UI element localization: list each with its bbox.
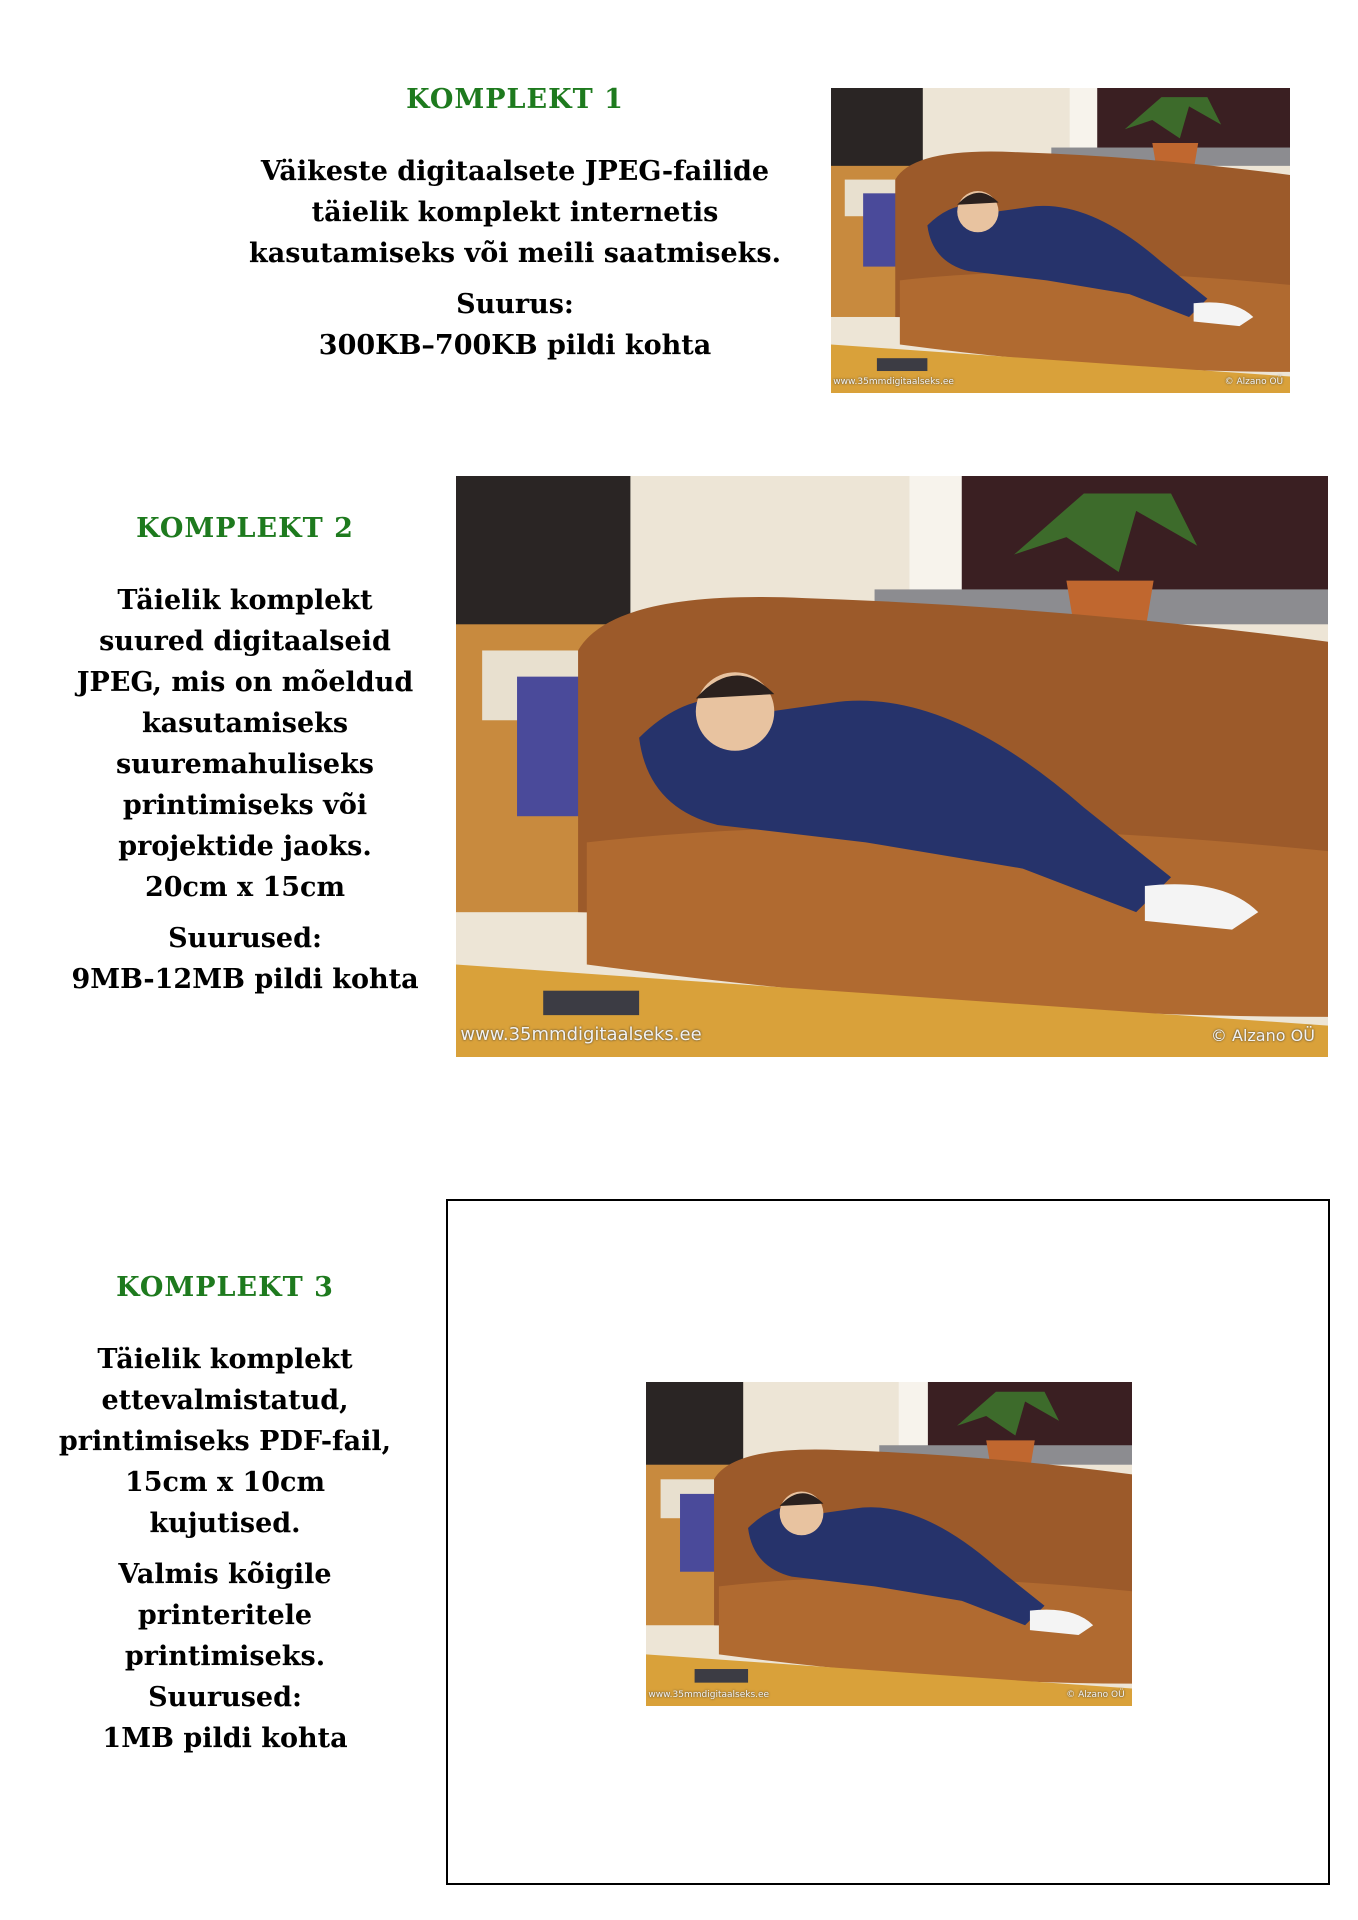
set1-description-line: täielik komplekt internetis <box>311 197 719 228</box>
set2-description-line: JPEG, mis on mõeldud <box>76 667 414 698</box>
set2-dimensions: 20cm x 15cm <box>144 872 346 903</box>
set2-sample-photo <box>456 476 1328 1057</box>
sofa-photo-illustration <box>456 476 1328 1057</box>
set2-description-line: printimiseks või <box>122 790 368 821</box>
set2-description-line: suuremahuliseks <box>116 749 374 780</box>
set2-description-line: kasutamiseks <box>141 708 349 739</box>
set3-print-page-frame <box>446 1199 1330 1885</box>
set3-dimensions: 15cm x 10cm <box>124 1467 326 1498</box>
set2-description-line: Täielik komplekt <box>117 585 373 616</box>
set2-size-label: Suurused: <box>168 923 322 954</box>
set1-size-label: Suurus: <box>456 289 574 320</box>
set1-text-block <box>230 84 800 366</box>
set3-description-line: Täielik komplekt <box>97 1344 353 1375</box>
sofa-photo-illustration <box>831 88 1290 393</box>
set3-size-label: Suurused: <box>148 1682 302 1713</box>
set1-description-line: Väikeste digitaalsete JPEG-failide <box>260 156 770 187</box>
watermark-copyright: © Alzano OÜ <box>1224 376 1284 387</box>
set2-text-block <box>40 513 450 1000</box>
set1-description-line: kasutamiseks või meili saatmiseks. <box>249 238 781 269</box>
set1-sample-photo <box>831 88 1290 393</box>
sofa-photo-illustration <box>646 1382 1132 1706</box>
watermark-site: www.35mmdigitaalseks.ee <box>833 376 954 387</box>
set3-description-line: printimiseks PDF-fail, <box>58 1426 392 1457</box>
set2-description-line: suured digitaalseid <box>99 626 391 657</box>
watermark-copyright: © Alzano OÜ <box>1066 1689 1125 1700</box>
set1-title: KOMPLEKT 1 <box>406 84 624 115</box>
set3-size-value: 1MB pildi kohta <box>102 1723 348 1754</box>
set3-note-line: printeritele <box>137 1600 313 1631</box>
set3-note-line: printimiseks. <box>124 1641 326 1672</box>
set3-sample-photo <box>646 1382 1132 1706</box>
watermark-site: www.35mmdigitaalseks.ee <box>460 1024 702 1046</box>
set3-description-line: kujutised. <box>149 1508 301 1539</box>
set2-title: KOMPLEKT 2 <box>136 513 354 544</box>
set2-description-line: projektide jaoks. <box>118 831 372 862</box>
watermark-site: www.35mmdigitaalseks.ee <box>648 1689 770 1700</box>
set2-size-value: 9MB-12MB pildi kohta <box>71 964 419 995</box>
set3-text-block <box>20 1272 430 1759</box>
watermark-copyright: © Alzano OÜ <box>1210 1026 1315 1046</box>
set3-description-line: ettevalmistatud, <box>101 1385 349 1416</box>
set3-note-line: Valmis kõigile <box>118 1559 332 1590</box>
set1-size-value: 300KB–700KB pildi kohta <box>318 330 712 361</box>
set3-title: KOMPLEKT 3 <box>116 1272 334 1303</box>
